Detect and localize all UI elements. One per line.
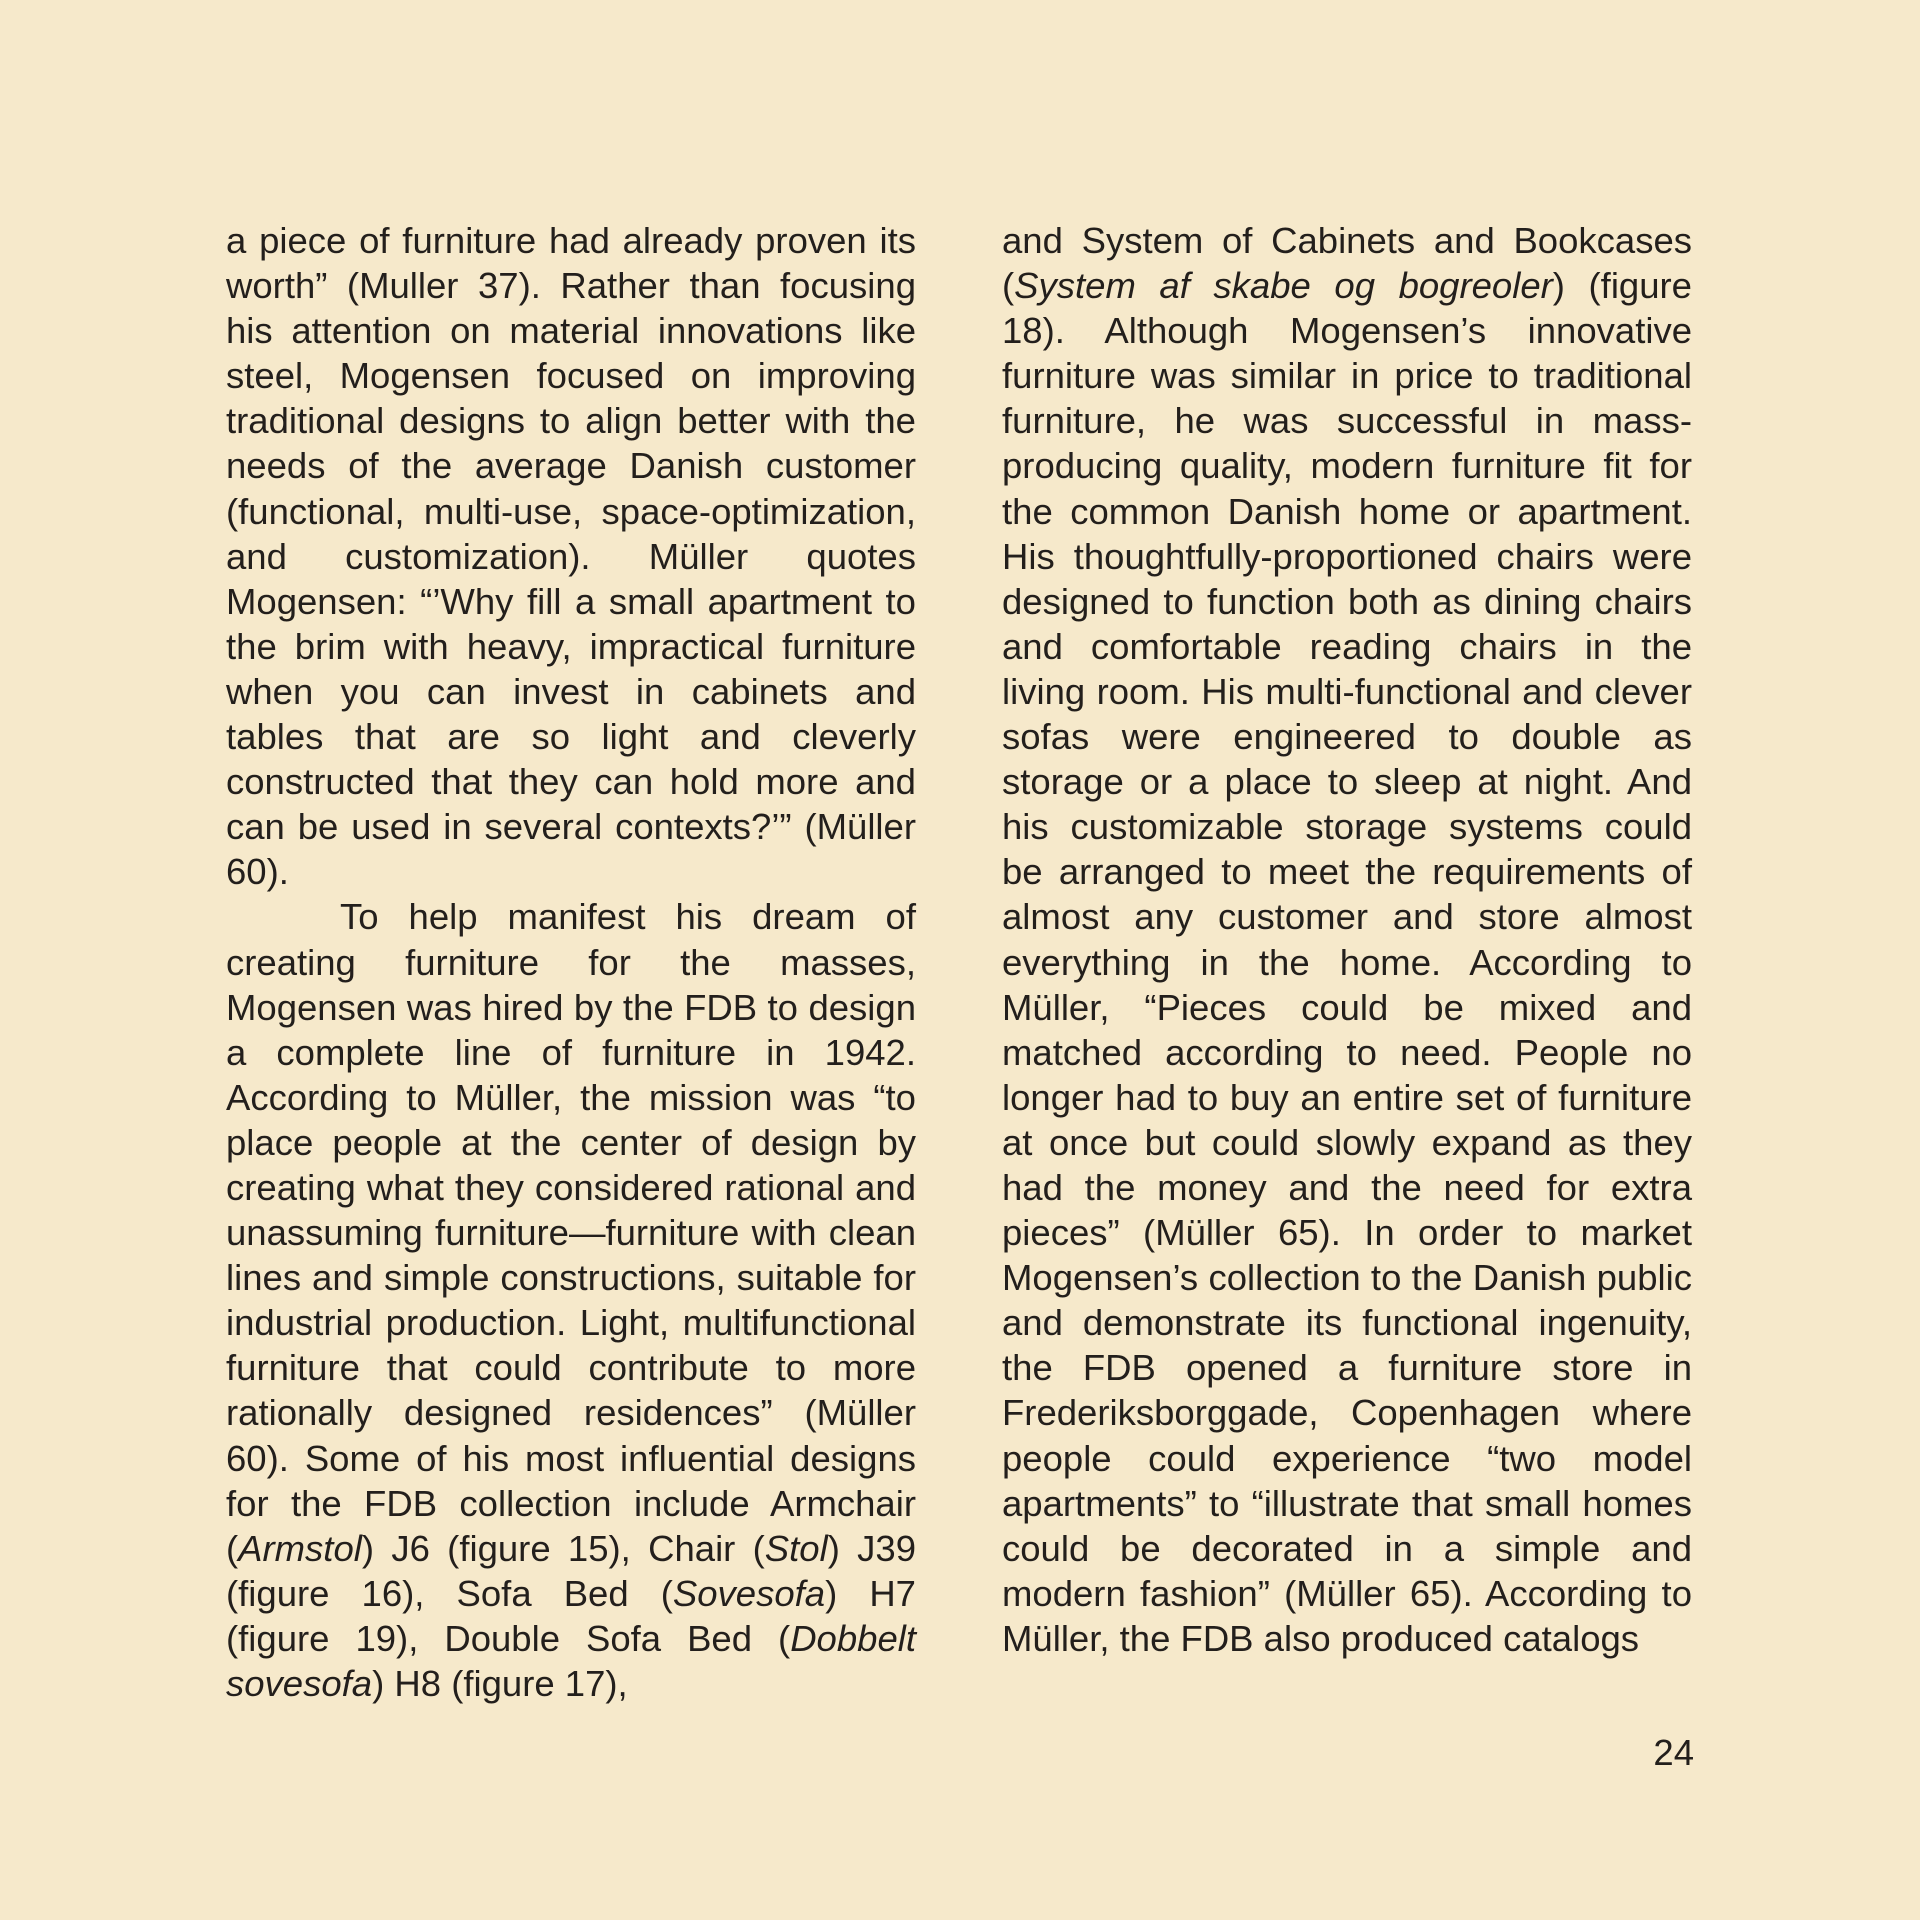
- page-number: 24: [1653, 1732, 1694, 1773]
- paragraph: [226, 894, 916, 1706]
- text-run: ) H7 (figure 19), Double Sofa Bed (: [226, 1572, 916, 1659]
- text-run: ) J6 (figure 15), Chair (: [361, 1527, 765, 1569]
- text-run: ) (figure 18). Although Mogensen’s innovative furniture was similar in price to traditional furniture, he was successful in mass-producing quality, modern furniture fit for the common Danish home or apartment. His thoughtfully-proportioned chairs were designed to function both as dining chairs and comfortable reading chairs in the living room. His multi-functional and clever sofas were engineered to double as storage or a place to sleep at night. And his customizable storage systems could be arranged to meet the requirements of almost any customer and store almost everything in the home. According to Müller, “Pieces could be mixed and matched according to need. People no longer had to buy an entire set of furniture at once but could slowly expand as they had the money and the need for extra pieces” (Müller 65). In order to market Mogensen’s collection to the Danish public and demonstrate its functional ingenuity, the FDB opened a furniture store in Frederiksborggade, Copenhagen where people could experience “two model apartments” to “illustrate that small homes could be decorated in a simple and modern fashion” (Müller 65). According to Müller, the FDB also produced catalogs: [1002, 265, 1692, 1659]
- paragraph: [1002, 218, 1692, 1661]
- right-text-column: [1002, 218, 1692, 1661]
- italic-title: Sovesofa: [672, 1572, 826, 1614]
- left-text-column: [226, 218, 916, 1706]
- text-run: ) J39 (figure 16), Sofa Bed (: [226, 1527, 917, 1614]
- paragraph: [226, 218, 916, 894]
- italic-title: Stol: [764, 1527, 828, 1569]
- text-run: To help manifest his dream of creating furniture for the masses, Mogensen was hired by the FDB to design a complete line of furniture in 1942. According to Müller, the mission was “to place people at the center of design by creating what they considered rational and unassuming furniture—furniture with clean lines and simple constructions, suitable for industrial production. Light, multifunctional furniture that could contribute to more rationally designed residences” (Müller 60). Some of his most influential designs for the FDB collection include Armchair (: [226, 896, 916, 1569]
- italic-title: Armstol: [238, 1527, 362, 1569]
- text-run: a piece of furniture had already proven its worth” (Muller 37). Rather than focusing his attention on material innovations like steel, Mogensen focused on improving traditional designs to align better with the needs of the average Danish customer (functional, multi-use, space-optimization, and customization). Müller quotes Mogensen: “’Why fill a small apartment to the brim with heavy, impractical furniture when you can invest in cabinets and tables that are so light and cleverly constructed that they can hold more and can be used in several contexts?’” (Müller 60).: [226, 220, 916, 893]
- italic-title: System af skabe og bogreoler: [1014, 265, 1553, 307]
- text-run: and System of Cabinets and Bookcases (: [1002, 220, 1692, 307]
- text-run: ) H8 (figure 17),: [372, 1663, 628, 1704]
- italic-title: Dobbelt sovesofa: [226, 1617, 916, 1704]
